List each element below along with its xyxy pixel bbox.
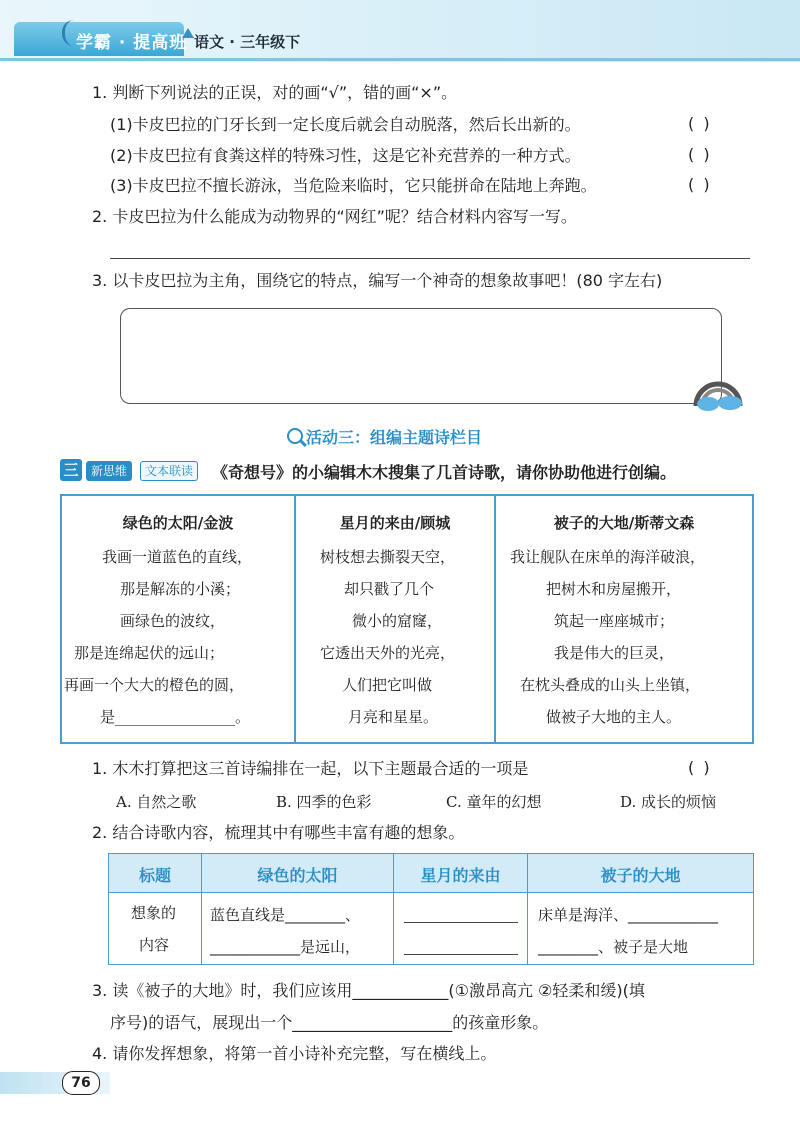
table-header-cell: 被子的大地 [600, 866, 681, 885]
table-col-quilt-land [527, 854, 753, 964]
quilt-land-answer-2[interactable]: ________、被子是大地 [538, 938, 689, 956]
star-moon-answer-2[interactable] [404, 954, 518, 955]
section-number: 三 [60, 459, 82, 481]
arrow-up-icon [182, 28, 194, 38]
p1-answer[interactable]: ( ) [688, 758, 712, 777]
tag-new-thinking: 新思维 [86, 461, 132, 481]
poem-line: 画绿色的波纹， [120, 612, 226, 630]
star-moon-answer-1[interactable] [404, 922, 518, 923]
poem-column-2 [294, 496, 494, 742]
q1-answer-3[interactable]: ( ) [688, 175, 712, 194]
q1-item-1: (1)卡皮巴拉的门牙长到一定长度后就会自动脱落，然后长出新的。 [110, 115, 581, 134]
q1-answer-1[interactable]: ( ) [688, 114, 712, 133]
row-label-line-1: 想象的 [131, 904, 177, 922]
q1-item-2: (2)卡皮巴拉有食粪这样的特殊习性，这是它补充营养的一种方式。 [110, 146, 581, 165]
option-d[interactable]: D. 成长的烦恼 [620, 793, 717, 811]
poem-line: 做被子大地的主人。 [546, 708, 682, 726]
option-b[interactable]: B. 四季的色彩 [276, 793, 372, 811]
poem-line: 微小的窟窿， [352, 612, 443, 630]
poem-line: 那是连绵起伏的远山； [74, 644, 225, 662]
poem-title: 星月的来由/顾城 [339, 514, 451, 532]
q3-story-box[interactable] [120, 308, 722, 404]
section-title: 《奇想号》的小编辑木木搜集了几首诗歌，请你协助他进行创编。 [212, 463, 677, 482]
imagination-table [108, 853, 754, 965]
table-header-cell: 绿色的太阳 [257, 866, 338, 885]
poem-line: 筑起一座座城市； [554, 612, 675, 630]
table-col-star-moon [393, 854, 527, 964]
table-col-label [109, 854, 201, 964]
poem-line: 却只戳了几个 [344, 580, 435, 598]
poem-line: 我画一道蓝色的直线， [102, 548, 253, 566]
poem-blank-line[interactable]: 是________________。 [100, 708, 251, 726]
poem-table [60, 494, 754, 744]
q1-answer-2[interactable]: ( ) [688, 145, 712, 164]
poem-line: 再画一个大大的橙色的圆， [64, 676, 245, 694]
p3-line-1[interactable]: 3. 读《被子的大地》时，我们应该用____________(①激昂高亢 ②轻柔和缓)(填 [92, 981, 645, 1000]
poem-line: 树枝想去撕裂天空， [320, 548, 456, 566]
poem-line: 它透出天外的光亮， [320, 644, 456, 662]
poem-line: 人们把它叫做 [342, 676, 433, 694]
poem-line: 我让舰队在床单的海洋破浪， [510, 548, 706, 566]
poem-column-1 [62, 496, 294, 742]
poem-title: 被子的大地/斯蒂文森 [553, 514, 695, 532]
quilt-land-answer-1[interactable]: 床单是海洋、____________ [538, 906, 719, 924]
activity-title: 活动三：组编主题诗栏目 [306, 428, 483, 447]
table-header-cell: 星月的来由 [420, 866, 501, 885]
q2-stem: 2. 卡皮巴拉为什么能成为动物界的“网红”呢？结合材料内容写一写。 [92, 207, 577, 226]
page-number: 76 [62, 1071, 100, 1095]
rainbow-cloud-icon [690, 372, 746, 412]
option-c[interactable]: C. 童年的幻想 [446, 793, 542, 811]
poem-line: 月亮和星星。 [348, 708, 439, 726]
q2-answer-line[interactable] [110, 258, 750, 259]
brand-title: 学霸 · 提高班 [76, 33, 188, 53]
p4-stem: 4. 请你发挥想象，将第一首小诗补充完整，写在横线上。 [92, 1044, 497, 1063]
poem-line: 把树木和房屋搬开， [546, 580, 682, 598]
green-sun-answer-1[interactable]: 蓝色直线是________、 [210, 906, 361, 924]
table-col-green-sun [201, 854, 393, 964]
poem-line: 在枕头叠成的山头上坐镇， [520, 676, 701, 694]
p3-line-2[interactable]: 序号)的语气，展现出一个____________________的孩童形象。 [110, 1013, 549, 1032]
tag-text-reading: 文本联读 [140, 461, 198, 481]
p2-stem: 2. 结合诗歌内容，梳理其中有哪些丰富有趣的想象。 [92, 823, 465, 842]
poem-column-3 [494, 496, 752, 742]
row-label-line-2: 内容 [139, 936, 170, 954]
poem-line: 我是伟大的巨灵， [554, 644, 675, 662]
q3-stem: 3. 以卡皮巴拉为主角，围绕它的特点，编写一个神奇的想象故事吧！(80 字左右) [92, 271, 663, 290]
header-rule [0, 58, 800, 61]
p1-stem: 1. 木木打算把这三首诗编排在一起，以下主题最合适的一项是 [92, 759, 529, 778]
option-a[interactable]: A. 自然之歌 [116, 793, 197, 811]
subject-title: 语文 · 三年级下 [194, 33, 301, 51]
table-header-cell: 标题 [138, 866, 171, 885]
green-sun-answer-2[interactable]: ____________是远山， [210, 938, 361, 956]
poem-line: 那是解冻的小溪； [120, 580, 241, 598]
q1-stem: 1. 判断下列说法的正误，对的画“√”，错的画“×”。 [92, 83, 458, 102]
q1-item-3: (3)卡皮巴拉不擅长游泳，当危险来临时，它只能拼命在陆地上奔跑。 [110, 176, 597, 195]
poem-title: 绿色的太阳/金波 [122, 514, 234, 532]
